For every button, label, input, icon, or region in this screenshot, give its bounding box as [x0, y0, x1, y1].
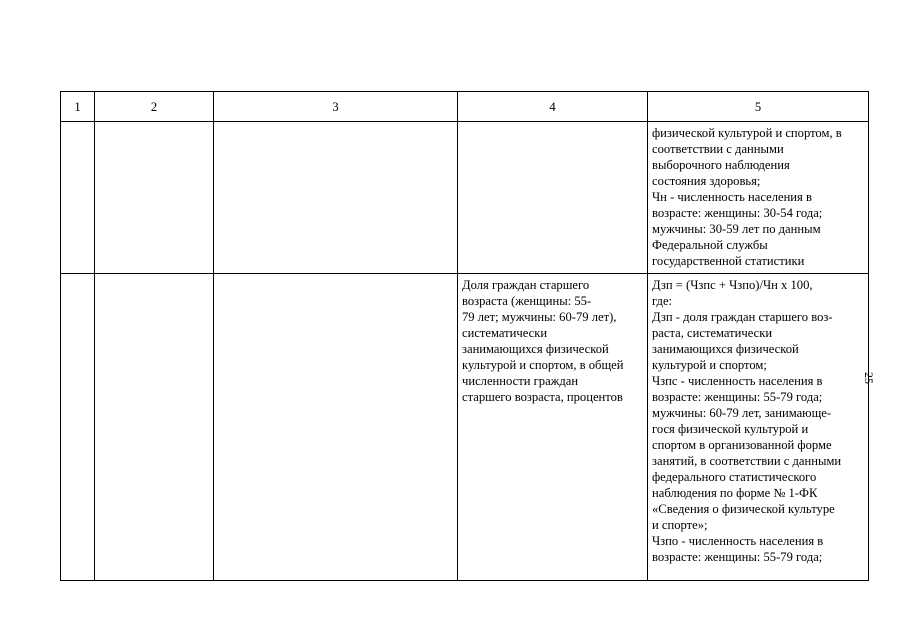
table-cell [458, 274, 648, 581]
header-row [61, 92, 869, 122]
column-header-2: 2 [95, 92, 214, 122]
table-cell [214, 274, 458, 581]
table-row [61, 122, 869, 274]
cell-text [95, 274, 213, 280]
table-cell [95, 274, 214, 581]
cell-text [458, 122, 647, 128]
table-cell [458, 122, 648, 274]
table-cell [648, 122, 869, 274]
indicator-name: Доля граждан старшего возраста (женщины: 55- 79 лет; мужчины: 60-79 лет), систематически занимающихся физической культурой и спортом, в общей численности граждан старшего возраста, процентов [462, 278, 624, 404]
column-header-3: 3 [214, 92, 458, 122]
column-header-1: 1 [61, 92, 95, 122]
cell-text [214, 122, 457, 128]
table-header [61, 92, 869, 122]
column-header-4: 4 [458, 92, 648, 122]
table-cell [95, 122, 214, 274]
table-cell [61, 274, 95, 581]
table-cell [648, 274, 869, 581]
cell-text [214, 274, 457, 280]
table-cell [214, 122, 458, 274]
table-row [61, 274, 869, 581]
cell-text [61, 122, 94, 128]
formula-description: Дзп = (Чзпс + Чзпо)/Чн х 100, где: Дзп - доля граждан старшего воз- раста, систематически занимающихся физической культурой и спортом; Чзпс - численность населения в возрасте: женщины: 55-79 года; мужчины: 60-79 лет, занимающе- гося физической культурой и спортом в организованной форме занятий, в соответствии с данными федерального статистического наблюдения по форме № 1-ФК «Сведения о физической культуре и спорте»; Чзпо - численность населения в возрасте: женщины: 55-79 года; [652, 278, 842, 564]
document-table [60, 91, 869, 581]
cell-text [61, 274, 94, 280]
table-cell [61, 122, 95, 274]
column-header-5: 5 [648, 92, 869, 122]
page-number: 25 [862, 372, 876, 384]
cell-text [95, 122, 213, 128]
cell-text: физической культурой и спортом, в соответствии с данными выборочного наблюдения состояния здоровья; Чн - численность населения в возрасте: женщины: 30-54 года; мужчины: 30-59 лет по данным Федеральной службы государственной статистики [652, 126, 842, 268]
table-body [61, 122, 869, 581]
